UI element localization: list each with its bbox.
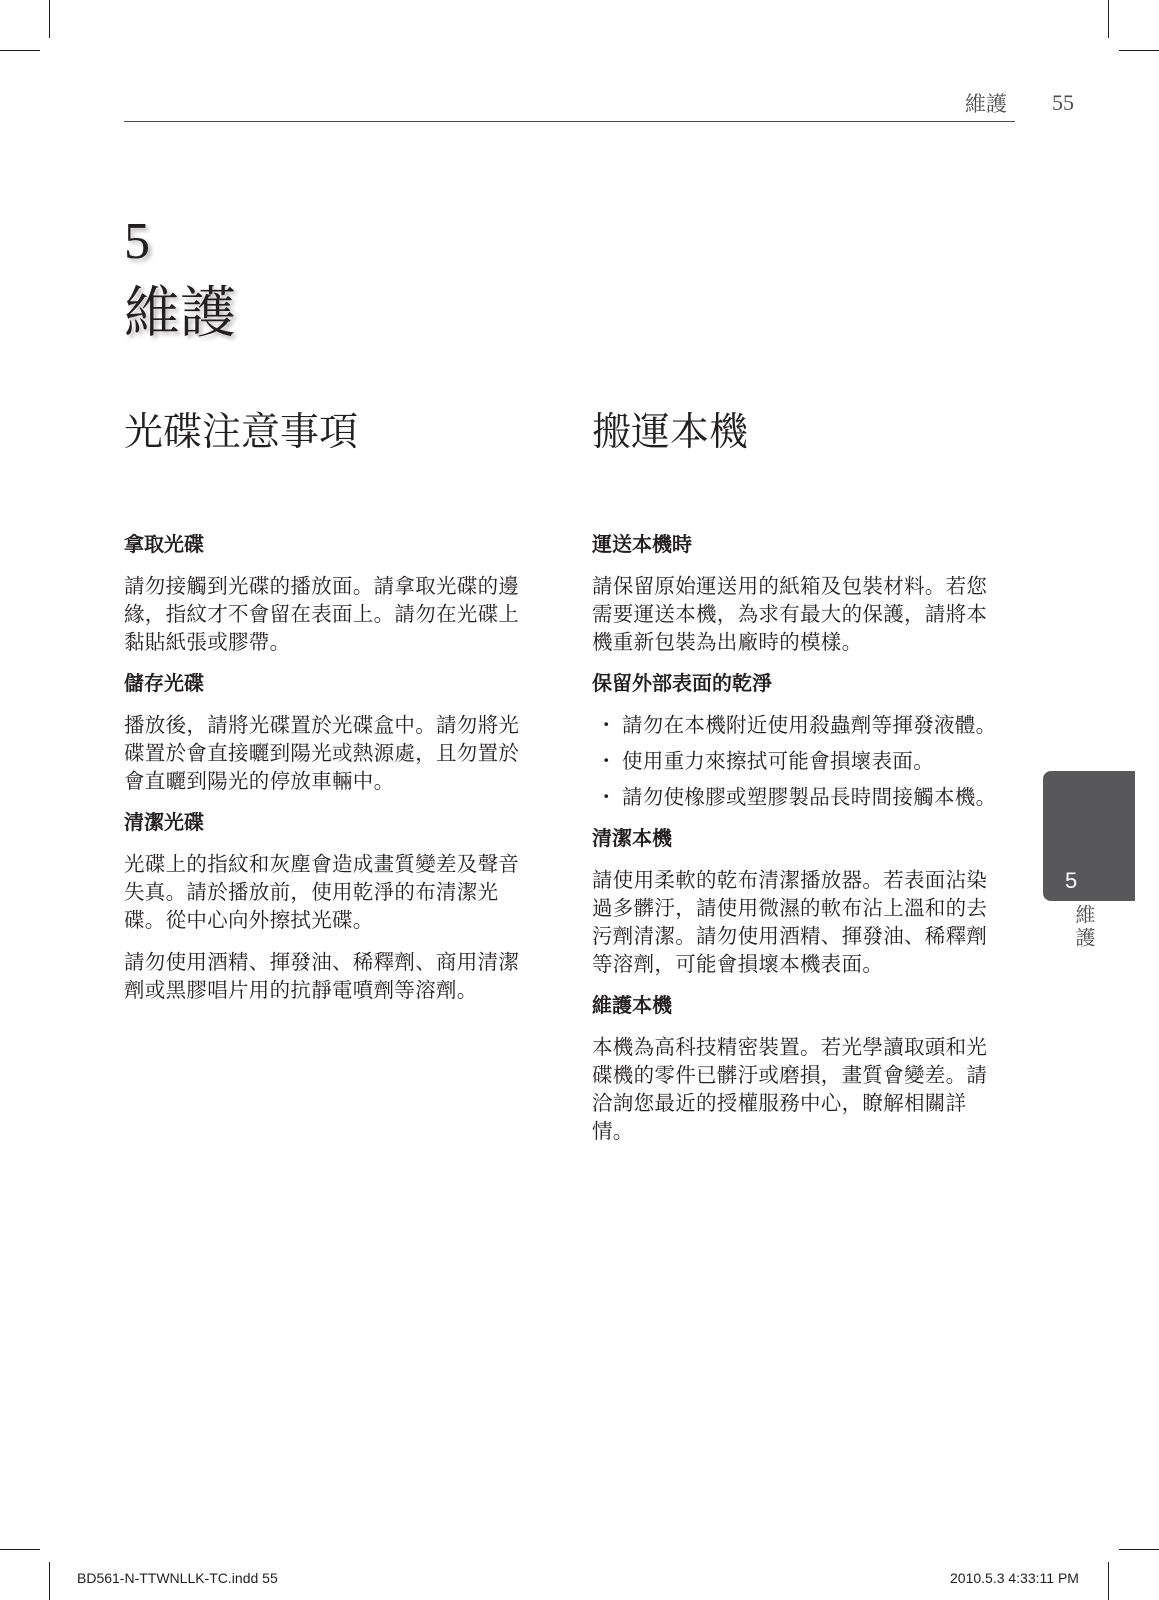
crop-mark	[1119, 1549, 1159, 1550]
crop-mark	[1108, 0, 1109, 38]
chapter-title: 維護	[124, 281, 236, 346]
paragraph: 本機為高科技精密裝置。若光學讀取頭和光碟機的零件已髒汙或磨損，畫質會變差。請洽詢您最近的授權服務中心，瞭解相關詳情。	[592, 1034, 988, 1143]
crop-mark	[1119, 50, 1159, 51]
paragraph: 請保留原始運送用的紙箱及包裝材料。若您需要運送本機，為求有最大的保護，請將本機重新包裝為出廠時的模樣。	[592, 573, 988, 654]
bullet-icon: ・	[596, 748, 617, 773]
subheading: 維護本機	[592, 992, 672, 1017]
subheading: 保留外部表面的乾淨	[592, 670, 772, 695]
paragraph: 請勿使用酒精、揮發油、稀釋劑、商用清潔劑或黑膠唱片用的抗靜電噴劑等溶劑。	[124, 949, 520, 1002]
header-rule	[124, 121, 1015, 122]
bullet-icon: ・	[596, 784, 617, 809]
list-item-text: 請勿在本機附近使用殺蟲劑等揮發液體。	[622, 712, 997, 737]
list-item-text: 請勿使橡膠或塑膠製品長時間接觸本機。	[622, 784, 997, 809]
crop-mark	[49, 1562, 50, 1600]
page-number: 55	[1052, 90, 1074, 115]
list-item	[592, 747, 1004, 775]
paragraph: 請勿接觸到光碟的播放面。請拿取光碟的邊緣，指紋才不會留在表面上。請勿在光碟上黏貼紙張或膠帶。	[124, 573, 520, 654]
crop-mark	[49, 0, 50, 38]
crop-mark	[0, 1549, 40, 1550]
list-item	[592, 711, 1004, 739]
section-title: 搬運本機	[592, 410, 749, 455]
crop-mark	[0, 50, 40, 51]
left-column	[124, 412, 536, 1018]
footer-datetime: 2010.5.3 4:33:11 PM	[950, 1570, 1079, 1586]
subheading: 清潔本機	[592, 825, 672, 850]
right-column	[592, 412, 1004, 1159]
subheading: 清潔光碟	[124, 809, 204, 834]
bullet-list	[592, 711, 1004, 811]
list-item	[592, 783, 1004, 811]
footer-file-slug: BD561-N-TTWNLLK-TC.indd 55	[77, 1570, 278, 1586]
crop-mark	[1108, 1562, 1109, 1600]
running-header-title: 維護	[965, 92, 1007, 116]
chapter-number: 5	[124, 213, 150, 270]
paragraph: 光碟上的指紋和灰塵會造成畫質變差及聲音失真。請於播放前，使用乾淨的布清潔光碟。從中心向外擦拭光碟。	[124, 851, 520, 932]
chapter-tab-label: 維護	[1072, 904, 1096, 950]
subheading: 儲存光碟	[124, 670, 204, 695]
chapter-tab-number: 5	[1065, 868, 1078, 893]
chapter-tab	[1043, 771, 1135, 901]
section-title: 光碟注意事項	[124, 410, 359, 455]
paragraph: 播放後，請將光碟置於光碟盒中。請勿將光碟置於會直接曬到陽光或熱源處，且勿置於會直曬到陽光的停放車輛中。	[124, 712, 520, 793]
list-item-text: 使用重力來擦拭可能會損壞表面。	[622, 748, 934, 773]
paragraph: 請使用柔軟的乾布清潔播放器。若表面沾染過多髒汙，請使用微濕的軟布沾上溫和的去污劑清潔。請勿使用酒精、揮發油、稀釋劑等溶劑，可能會損壞本機表面。	[592, 867, 988, 976]
subheading: 運送本機時	[592, 531, 692, 556]
bullet-icon: ・	[596, 712, 617, 737]
subheading: 拿取光碟	[124, 531, 204, 556]
